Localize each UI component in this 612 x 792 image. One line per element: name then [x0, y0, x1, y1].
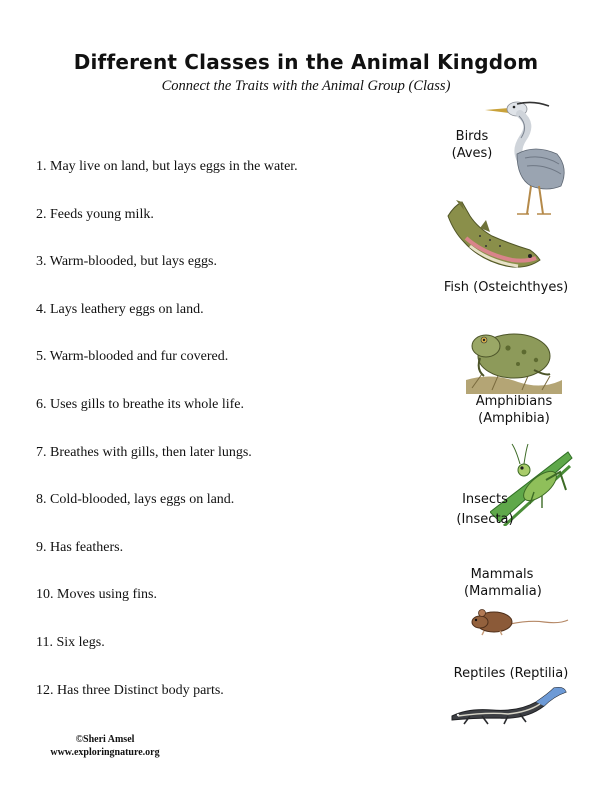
amphibians-name: Amphibians: [475, 394, 553, 409]
trait-item-4: 4. Lays leathery eggs on land.: [36, 301, 204, 317]
trait-item-1: 1. May live on land, but lays eggs in the water.: [36, 159, 298, 174]
trait-item-12: 12. Has three Distinct body parts.: [36, 682, 224, 698]
trout-illustration: [440, 198, 546, 276]
insects-label: [452, 491, 518, 528]
trait-item-3: 3. Warm-blooded, but lays eggs.: [36, 254, 217, 270]
trait-item-2: 2. Feeds young milk.: [36, 206, 154, 222]
trait-item-5: 5. Warm-blooded and fur covered.: [36, 349, 229, 365]
mouse-illustration: [470, 604, 570, 636]
amphibians-latin: (Amphibia): [478, 411, 550, 426]
trait-item-10: 10. Moves using fins.: [36, 587, 157, 603]
fish-label: [438, 279, 574, 296]
copyright-text: ©Sheri Amsel: [75, 734, 135, 745]
mammals-latin: (Mammalia): [464, 584, 542, 599]
birds-latin: (Aves): [451, 146, 493, 161]
insects-latin: (Insecta): [456, 512, 514, 527]
page-title: Different Classes in the Animal Kingdom: [73, 50, 539, 74]
footer-credit: [40, 733, 170, 759]
insects-name: Insects: [462, 492, 508, 507]
trait-item-6: 6. Uses gills to breathe its whole life.: [36, 396, 245, 412]
page-subtitle: Connect the Traits with the Animal Group (Class): [161, 78, 451, 94]
reptiles-name: Reptiles (Reptilia): [453, 666, 569, 681]
amphibians-label: [474, 393, 554, 427]
trait-item-8: 8. Cold-blooded, lays eggs on land.: [36, 492, 235, 508]
trait-item-9: 9. Has feathers.: [36, 539, 124, 555]
trait-item-7: 7. Breathes with gills, then later lungs.: [36, 444, 252, 460]
mammals-label: [464, 566, 540, 600]
birds-name: Birds: [455, 129, 489, 144]
trait-item-11: 11. Six legs.: [36, 634, 105, 650]
mammals-name: Mammals: [470, 567, 534, 582]
toad-illustration: [462, 318, 564, 394]
reptiles-label: [450, 665, 572, 682]
traits-list: [36, 158, 298, 729]
website-text: www.exploringnature.org: [50, 747, 160, 758]
fish-name: Fish (Osteichthyes): [443, 280, 569, 295]
skink-illustration: [448, 686, 570, 726]
